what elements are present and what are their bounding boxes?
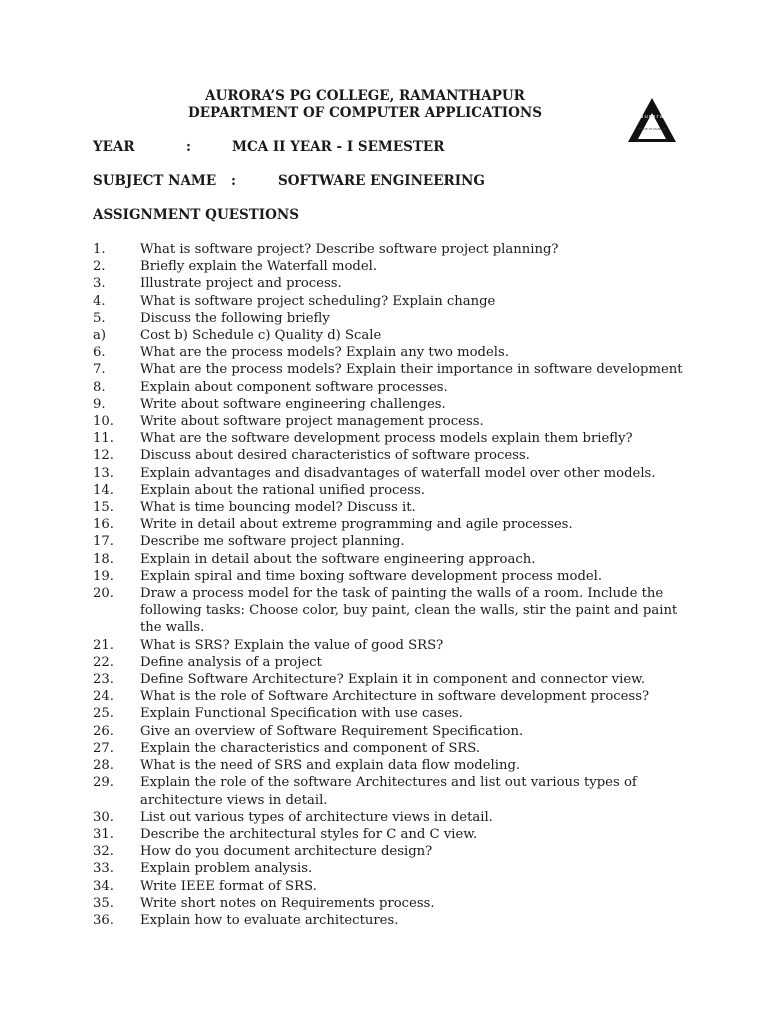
question-text: Cost b) Schedule c) Quality d) Scale [140, 328, 382, 344]
question-text: Define Software Architecture? Explain it in component and connector view. [140, 672, 646, 688]
question-number: 20. [93, 586, 114, 602]
question-item [93, 258, 683, 275]
question-number: 29. [93, 775, 114, 791]
question-number: 30. [93, 809, 114, 825]
question-number: 26. [93, 723, 114, 739]
question-text: What is SRS? Explain the value of good SRS? [140, 637, 444, 653]
college-name: AURORA’S PG COLLEGE, RAMANTHAPUR [205, 88, 525, 104]
question-number: 7. [93, 362, 106, 378]
question-item [93, 327, 683, 344]
question-text: Write about software engineering challenges. [140, 396, 446, 412]
question-number: 6. [93, 345, 106, 361]
question-text: Explain the characteristics and component of SRS. [140, 740, 481, 756]
question-text: Illustrate project and process. [140, 276, 342, 292]
question-item [93, 379, 683, 396]
question-number: 31. [93, 826, 114, 842]
question-item [93, 447, 683, 464]
year-value: MCA II YEAR - I SEMESTER [232, 139, 445, 155]
question-number: 8. [93, 379, 106, 395]
logo-tagline-text: TEMPLE OF LEARNING [637, 128, 667, 131]
question-number: 27. [93, 740, 114, 756]
question-item [93, 430, 683, 447]
question-text: Write about software project management process. [140, 414, 484, 430]
question-item [93, 499, 683, 516]
question-number: 25. [93, 706, 114, 722]
question-item [93, 568, 683, 585]
question-text: Define analysis of a project [140, 654, 322, 670]
logo-name-text: aurora [640, 114, 664, 120]
question-number: 17. [93, 534, 114, 550]
subject-label: SUBJECT NAME [93, 173, 217, 189]
question-text: What is software project? Describe software project planning? [140, 242, 559, 257]
question-text: Discuss the following briefly [140, 310, 330, 326]
question-item [93, 671, 683, 688]
question-number: 14. [93, 482, 114, 498]
question-text: Explain about component software processes. [140, 379, 448, 395]
question-item [93, 843, 683, 860]
question-number: 35. [93, 895, 114, 911]
aurora-logo-icon [626, 96, 678, 146]
question-item [93, 585, 683, 637]
year-label: YEAR [93, 139, 135, 155]
question-item [93, 895, 683, 912]
question-text: What are the process models? Explain their importance in software development [140, 362, 683, 378]
question-item [93, 396, 683, 413]
question-item [93, 361, 683, 378]
question-number: 28. [93, 758, 114, 774]
question-text: What are the software development process models explain them briefly? [140, 431, 633, 447]
question-item [93, 860, 683, 877]
question-number: 22. [93, 654, 114, 670]
question-item [93, 637, 683, 654]
question-item [93, 826, 683, 843]
subject-colon: : [231, 173, 236, 189]
question-text: What is the need of SRS and explain data flow modeling. [140, 758, 521, 774]
question-item [93, 482, 683, 499]
question-item [93, 465, 683, 482]
question-text: What is time bouncing model? Discuss it. [140, 500, 416, 516]
question-text: Explain problem analysis. [140, 861, 313, 877]
question-number: 2. [93, 259, 106, 275]
question-item [93, 740, 683, 757]
question-number: 4. [93, 293, 106, 309]
question-number: 21. [93, 637, 114, 653]
question-number: 5. [93, 310, 106, 326]
question-item [93, 293, 683, 310]
department-name: DEPARTMENT OF COMPUTER APPLICATIONS [188, 105, 542, 121]
question-number: 24. [93, 689, 114, 705]
question-text: Explain Functional Specification with use cases. [140, 706, 463, 722]
document-header [180, 88, 550, 122]
question-text: Give an overview of Software Requirement Specification. [140, 723, 524, 739]
question-text: Write in detail about extreme programming and agile processes. [140, 517, 573, 533]
question-text: Explain the role of the software Architectures and list out various types of architecture views in detail. [140, 775, 637, 808]
question-item [93, 723, 683, 740]
question-text: Explain how to evaluate architectures. [140, 912, 399, 928]
question-number: 1. [93, 242, 106, 257]
question-item [93, 533, 683, 550]
question-item [93, 551, 683, 568]
question-number: 10. [93, 414, 114, 430]
question-number: 9. [93, 396, 106, 412]
question-text: List out various types of architecture views in detail. [140, 809, 493, 825]
question-item [93, 516, 683, 533]
question-text: What are the process models? Explain any two models. [140, 345, 509, 361]
question-item [93, 809, 683, 826]
question-text: Write short notes on Requirements process. [140, 895, 435, 911]
question-number: 23. [93, 672, 114, 688]
question-text: Explain in detail about the software engineering approach. [140, 551, 536, 567]
question-item [93, 344, 683, 361]
question-item [93, 757, 683, 774]
question-number: 16. [93, 517, 114, 533]
question-item [93, 275, 683, 292]
question-number: 36. [93, 912, 114, 928]
question-number: a) [93, 328, 107, 344]
section-title: ASSIGNMENT QUESTIONS [93, 207, 299, 223]
question-text: Explain spiral and time boxing software development process model. [140, 568, 603, 584]
question-number: 18. [93, 551, 114, 567]
question-item [93, 705, 683, 722]
question-text: Write IEEE format of SRS. [140, 878, 317, 894]
question-text: Explain advantages and disadvantages of waterfall model over other models. [140, 465, 656, 481]
question-text: Briefly explain the Waterfall model. [140, 259, 378, 275]
question-item [93, 241, 683, 258]
question-text: Draw a process model for the task of painting the walls of a room. Include the following tasks: Choose color, buy paint, clean the walls, stir the paint and paint the walls. [140, 586, 678, 636]
question-item [93, 774, 683, 808]
question-item [93, 310, 683, 327]
question-text: Explain about the rational unified process. [140, 482, 425, 498]
question-item [93, 654, 683, 671]
question-text: What is software project scheduling? Explain change [140, 293, 496, 309]
question-number: 34. [93, 878, 114, 894]
question-text: Describe me software project planning. [140, 534, 405, 550]
question-text: What is the role of Software Architecture in software development process? [140, 689, 650, 705]
question-number: 19. [93, 568, 114, 584]
question-item [93, 413, 683, 430]
question-number: 13. [93, 465, 114, 481]
question-list [93, 241, 683, 929]
question-text: Describe the architectural styles for C and C view. [140, 826, 478, 842]
question-number: 33. [93, 861, 114, 877]
question-text: Discuss about desired characteristics of software process. [140, 448, 530, 464]
question-item [93, 878, 683, 895]
question-item [93, 912, 683, 929]
question-number: 12. [93, 448, 114, 464]
question-item [93, 688, 683, 705]
subject-value: SOFTWARE ENGINEERING [278, 173, 485, 189]
question-number: 11. [93, 431, 114, 447]
question-number: 32. [93, 844, 114, 860]
question-text: How do you document architecture design? [140, 844, 433, 860]
question-number: 15. [93, 500, 114, 516]
question-number: 3. [93, 276, 106, 292]
year-colon: : [186, 139, 191, 155]
